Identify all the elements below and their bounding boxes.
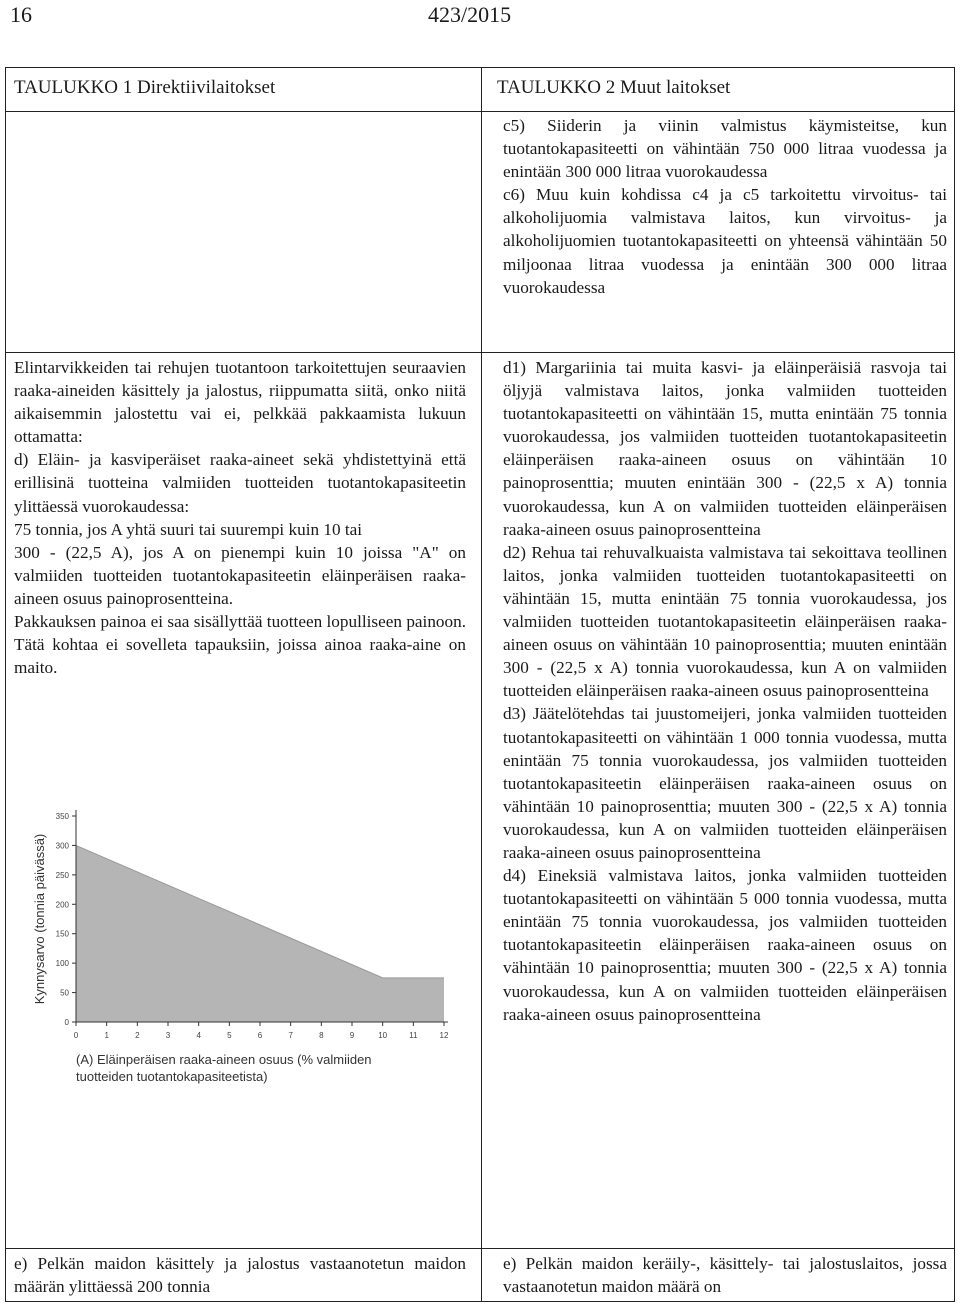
chart-y-axis-label: Kynnysarvo (tonnia päivässä) xyxy=(32,833,47,1005)
title-row-divider xyxy=(6,111,954,112)
right-middle-cell xyxy=(503,356,947,1026)
chart-x-axis-label: (A) Eläinperäisen raaka-aineen osuus (% valmiiden tuotteiden tuotantokapasiteetista) xyxy=(76,1052,372,1084)
right-bottom-cell xyxy=(503,1252,947,1298)
chart-x-tick-label: 4 xyxy=(196,1031,201,1040)
right-top-cell xyxy=(503,114,947,299)
comparison-table xyxy=(5,67,955,1302)
chart-x-tick-label: 6 xyxy=(257,1031,263,1040)
chart-y-tick-label: 100 xyxy=(55,959,69,969)
chart-y-tick-label: 0 xyxy=(64,1018,69,1027)
chart-x-tick-label: 12 xyxy=(439,1031,449,1040)
chart-y-tick-label: 50 xyxy=(60,988,69,998)
chart-x-tick-label: 7 xyxy=(288,1031,293,1040)
threshold-formula: 300 - (22,5 A), jos A on pienempi kuin 10 joissa "A" on valmiiden tuotteiden tuotantokapasiteetin eläinperäisen raaka-aineen osuus painoprosentteina. xyxy=(14,542,466,608)
item-d2: d2) Rehua tai rehuvalkuaista valmistava tai sekoittava teollinen laitos, jonka valmiiden tuotteiden tuotantokapasiteetti on vähintään 15, mutta enintään 75 tonnia vuorokaudessa, jos valmiiden tuotteiden tuotantokapasiteetin eläinperäisen raaka-aineen osuus on vähintään 10 painoprosenttia; muuten enintään 300 - (22,5 x A) tonnia vuorokaudessa, kun A on valmiiden tuotteiden eläinperäisen raaka-aineen osuus painoprosentteina xyxy=(503,542,947,701)
left-middle-cell xyxy=(14,356,466,679)
right-column-title: TAULUKKO 2 Muut laitokset xyxy=(497,77,731,98)
left-column-title: TAULUKKO 1 Direktiivilaitokset xyxy=(14,77,276,98)
threshold-chart xyxy=(24,804,474,1104)
item-c5: c5) Siiderin ja viinin valmistus käymisteitse, kun tuotantokapasiteetti on vähintään 750 000 litraa vuodessa ja enintään 300 000 litraa vuorokaudessa xyxy=(503,116,947,182)
threshold-75: 75 tonnia, jos A yhtä suuri tai suurempi kuin 10 tai xyxy=(14,519,363,539)
chart-x-tick-label: 3 xyxy=(165,1031,171,1040)
chart-area-fill xyxy=(76,845,444,1022)
item-d3: d3) Jäätelötehdas tai juustomeijeri, jonka valmiiden tuotteiden tuotantokapasiteetti on vähintään 1 000 tonnia vuodessa, mutta enintään 75 tonnia vuorokaudessa, jos valmiiden tuotteiden tuotantokapasiteetin eläinperäisen raaka-aineen osuus on vähintään 10 painoprosenttia; muuten 300 - (22,5 x A) tonnia vuorokaudessa, kun A on valmiiden tuotteiden eläinperäisen raaka-aineen osuus painoprosentteina xyxy=(503,704,947,862)
item-d4: d4) Eineksiä valmistava laitos, jonka valmiiden tuotteiden tuotantokapasiteetti on vähintään 5 000 tonnia vuodessa, mutta enintään 75 tonnia vuorokaudessa, jos valmiiden tuotteiden tuotantokapasiteetin eläinperäisen raaka-aineen osuus on vähintään 10 painoprosenttia; muuten 300 - (22,5 x A) tonnia vuorokaudessa, kun A on valmiiden tuotteiden eläinperäisen raaka-aineen osuus painoprosentteina xyxy=(503,866,947,1024)
column-divider xyxy=(481,68,482,1301)
chart-x-tick-label: 1 xyxy=(104,1031,109,1040)
chart-x-tick-label: 2 xyxy=(135,1031,140,1040)
threshold-chart-svg xyxy=(24,804,474,1104)
chart-y-tick-label: 150 xyxy=(55,929,69,939)
item-d: d) Eläin- ja kasviperäiset raaka-aineet sekä yhdistettyinä että erillisinä tuotteina valmiiden tuotteiden tuotantokapasiteetin ylittäessä vuorokaudessa: xyxy=(14,450,466,516)
chart-x-tick-label: 10 xyxy=(378,1031,388,1040)
chart-x-tick-label: 5 xyxy=(227,1031,232,1040)
page-header xyxy=(0,0,960,40)
item-e-right: e) Pelkän maidon keräily-, käsittely- tai jalostuslaitos, jossa vastaanotetun maidon määrä on xyxy=(503,1254,947,1297)
item-c6: c6) Muu kuin kohdissa c4 ja c5 tarkoitettu virvoitus- tai alkoholijuomia valmistava laitos, kun virvoitus- ja alkoholijuomien tuotantokapasiteetti on yhteensä vähintään 50 miljoonaa litraa vuodessa ja enintään 300 000 litraa vuorokaudessa xyxy=(503,185,947,297)
chart-x-tick-label: 11 xyxy=(409,1031,418,1040)
row-divider-2 xyxy=(6,1248,954,1249)
chart-x-tick-label: 9 xyxy=(349,1031,355,1040)
document-number: 423/2015 xyxy=(428,2,512,27)
item-e-left: e) Pelkän maidon käsittely ja jalostus vastaanotetun maidon määrän ylittäessä 200 tonnia xyxy=(14,1254,466,1297)
chart-y-tick-label: 250 xyxy=(55,870,69,880)
left-bottom-cell xyxy=(14,1252,466,1298)
item-d1: d1) Margariinia tai muita kasvi- ja eläinperäisiä rasvoja tai öljyjä valmistava laitos, jonka valmiiden tuotteiden tuotantokapasiteetti on vähintään 15, mutta enintään 75 tonnia vuorokaudessa, jos valmiiden tuotteiden tuotantokapasiteetin eläinperäisen raaka-aineen osuus on vähintään 10 painoprosenttia; muuten enintään 300 - (22,5 x A) tonnia vuorokaudessa, kun A on valmiiden tuotteiden eläinperäisen raaka-aineen osuus painoprosentteina xyxy=(503,358,947,539)
chart-x-tick-label: 0 xyxy=(73,1031,79,1040)
packaging-note: Pakkauksen painoa ei saa sisällyttää tuotteen lopulliseen painoon. Tätä kohtaa ei sovelleta tapauksiin, joissa ainoa raaka-aine on maito. xyxy=(14,612,466,678)
chart-x-tick-label: 8 xyxy=(319,1031,324,1040)
chart-y-tick-label: 200 xyxy=(55,900,69,910)
row-divider-1 xyxy=(6,352,954,353)
intro-paragraph: Elintarvikkeiden tai rehujen tuotantoon tarkoitettujen seuraavien raaka-aineiden käsittely ja jalostus, riippumatta siitä, onko niitä aikaisemmin jalostettu vai ei, pelkkää pakkaamista lukuun ottamatta: xyxy=(14,358,466,447)
chart-y-tick-label: 300 xyxy=(55,841,69,851)
chart-y-tick-label: 350 xyxy=(55,812,69,821)
page-number: 16 xyxy=(10,2,32,27)
